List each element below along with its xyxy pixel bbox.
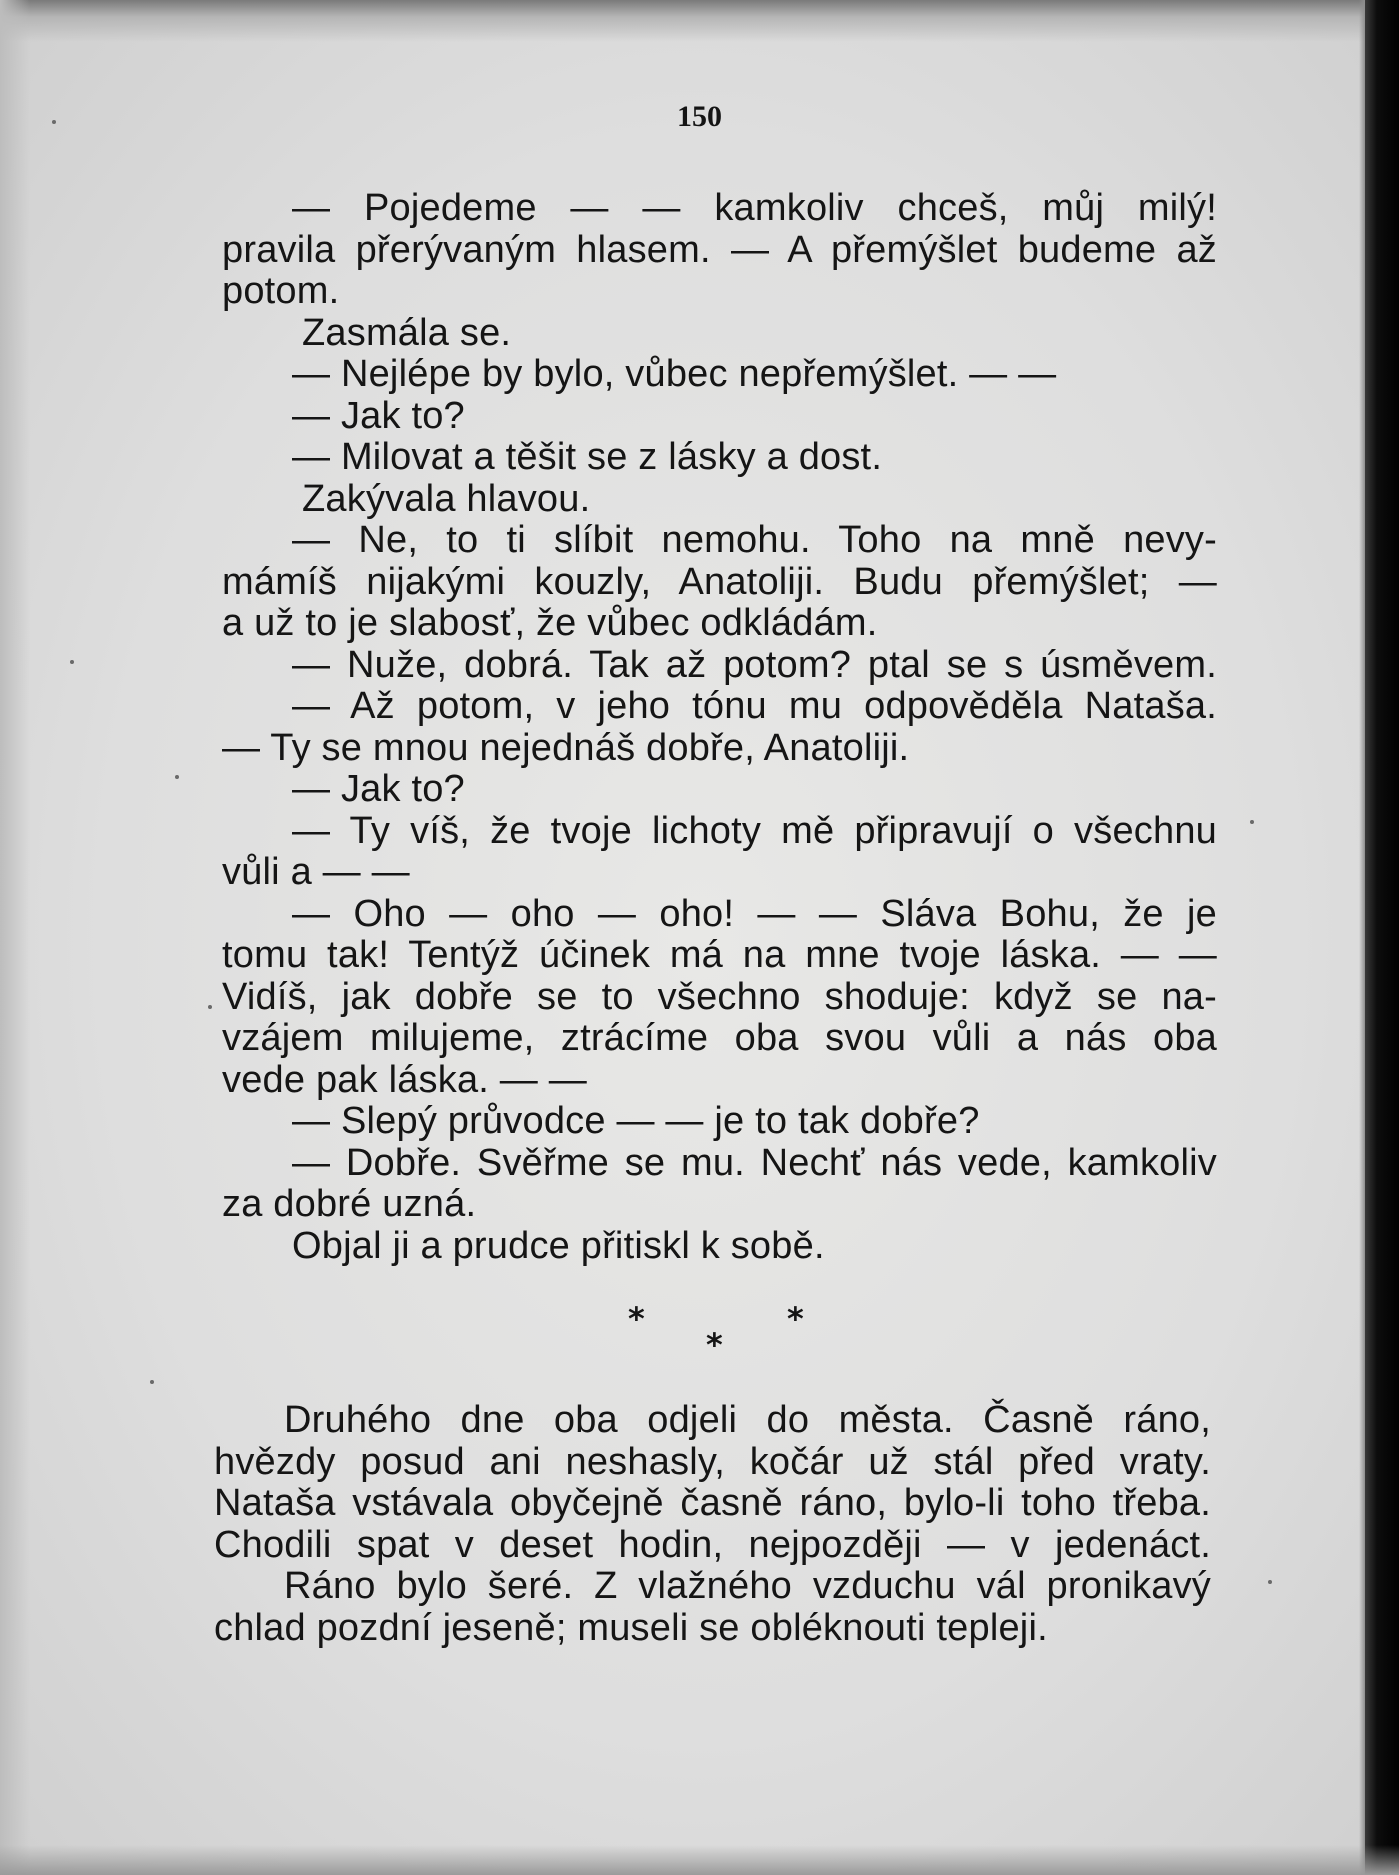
text-line: — Nejlépe by bylo, vůbec nepřemýšlet. — —: [292, 353, 1057, 395]
scan-speck: [208, 1005, 212, 1009]
text-line: Nataša vstávala obyčejně časně ráno, bylo-li toho třeba.: [214, 1482, 1211, 1524]
text-line: — Ty se mnou nejednáš dobře, Anatoliji.: [222, 726, 910, 769]
text-line: — Slepý průvodce — — je to tak dobře?: [292, 1100, 980, 1142]
text-line: — Jak to?: [292, 394, 465, 437]
text-line: vůli a — —: [222, 851, 410, 893]
text-line: vzájem milujeme, ztrácíme oba svou vůli a nás oba: [222, 1017, 1217, 1059]
text-line: za dobré uzná.: [222, 1183, 477, 1225]
text-line: vede pak láska. — —: [222, 1058, 587, 1101]
text-line: — Ne, to ti slíbit nemohu. Toho na mně nevy-: [292, 519, 1217, 561]
scan-speck: [150, 1380, 154, 1384]
main-text-block: [222, 188, 1217, 1267]
text-line: tomu tak! Tentýž účinek má na mne tvoje láska. — —: [222, 934, 1217, 976]
asterisk: *: [628, 1300, 645, 1338]
asterisk: *: [787, 1300, 804, 1338]
text-line: — Ty víš, že tvoje lichoty mě připravují o všechnu: [292, 809, 1217, 852]
text-line: Chodili spat v deset hodin, nejpozději — v jedenáct.: [214, 1523, 1211, 1566]
text-line: Objal ji a prudce přitiskl k sobě.: [292, 1224, 825, 1267]
text-line: a už to je slabosť, že vůbec odkládám.: [222, 602, 878, 644]
scan-speck: [1268, 1580, 1272, 1584]
page-number: 150: [677, 100, 722, 133]
section-separator: [0, 1300, 1399, 1380]
text-line: pravila přerývaným hlasem. — A přemýšlet budeme až: [222, 228, 1217, 271]
asterisk: *: [706, 1326, 723, 1364]
text-line: Ráno bylo šeré. Z vlažného vzduchu vál pronikavý: [284, 1565, 1211, 1607]
scan-speck: [70, 660, 74, 664]
text-line: — Oho — oho — oho! — — Sláva Bohu, že je: [292, 892, 1217, 935]
text-line: mámíš nijakými kouzly, Anatoliji. Budu přemýšlet; —: [222, 560, 1217, 603]
text-line: chlad pozdní jeseně; museli se obléknouti tepleji.: [214, 1606, 1048, 1649]
right-book-edge: [1365, 0, 1399, 1875]
scan-speck: [175, 775, 179, 779]
text-line: — Nuže, dobrá. Tak až potom? ptal se s úsměvem.: [292, 643, 1217, 686]
text-line: — Milovat a těšit se z lásky a dost.: [292, 436, 883, 478]
top-scan-shadow: [0, 0, 1399, 42]
left-scan-shadow: [0, 0, 30, 1875]
text-line: — Pojedeme — — kamkoliv chceš, můj milý!: [292, 187, 1217, 229]
text-line: — Dobře. Svěřme se mu. Nechť nás vede, kamkoliv: [292, 1141, 1217, 1184]
text-line: hvězdy posud ani neshasly, kočár už stál před vraty.: [214, 1440, 1211, 1483]
text-line: — Jak to?: [292, 768, 465, 810]
scan-speck: [1250, 820, 1254, 824]
text-line: Zasmála se.: [302, 311, 512, 354]
bottom-scan-shadow: [0, 1845, 1399, 1875]
closing-text-block: [214, 1400, 1211, 1649]
text-line: Zakývala hlavou.: [302, 477, 591, 520]
text-line: Vidíš, jak dobře se to všechno shoduje: když se na-: [222, 975, 1217, 1018]
text-line: Druhého dne oba odjeli do města. Časně ráno,: [284, 1399, 1211, 1441]
text-line: — Až potom, v jeho tónu mu odpověděla Nataša.: [292, 685, 1217, 727]
text-line: potom.: [222, 270, 340, 312]
